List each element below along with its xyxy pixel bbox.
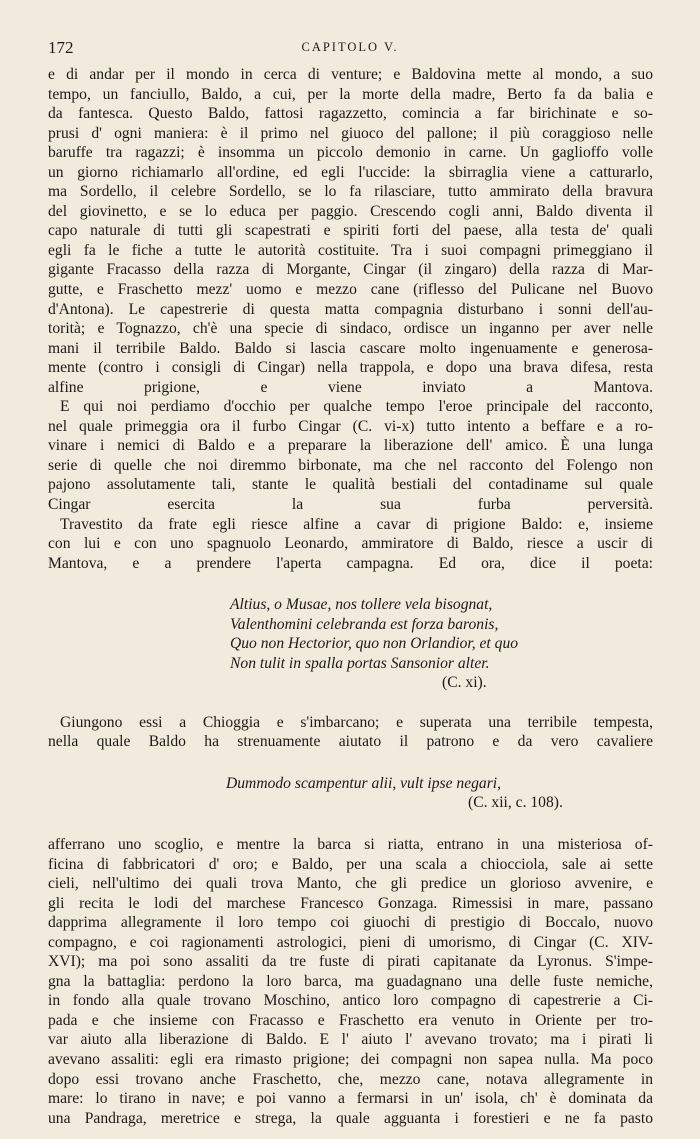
paragraph-2: E qui noi perdiamo d'occhio per qualche tempo l'eroe principale del racconto, nel quale primeggia ora il furbo Cingar (C. vi-x) tutto intento a beffare e a ro- vinare i nemici di Baldo e a preparare la liberazione dell' amico. È una lunga serie di quelle che noi diremmo birbonate, ma che nel racconto del Folengo non pajono assolutamente tali, stante le qualità bestiali del contadiname sul quale Cingar esercita la sua furba perversità. [48,398,653,514]
page-number: 172 [48,38,74,57]
paragraph-4: Giungono essi a Chioggia e s'imbarcano; e superata una terribile tempesta, nella quale Baldo ha strenuamente aiutato il patrono e da vero cavaliere [48,713,653,751]
verse-citation-1: (C. xi). [442,674,487,692]
verse-quote-2: Dummodo scampentur alii, vult ipse negari, [226,774,502,792]
verse-citation-2: (C. xii, c. 108). [468,794,563,812]
running-head: CAPITOLO V. [301,40,399,54]
verse-quote-1: Altius, o Musae, nos tollere vela bisognat, Valenthomini celebranda est forza baronis, Quo non Hectorior, quo non Orlandior, et quo Non tulit in spalla portas Sansonior alter. [230,596,519,672]
paragraph-3: Travestito da frate egli riesce alfine a cavar di prigione Baldo: e, insieme con lui e con uno spagnuolo Leonardo, ammiratore di Baldo, riesce a uscir di Mantova, e a prendere l'aperta campagna. Ed ora, dice il poeta: [48,515,653,572]
paragraph-1: e di andar per il mondo in cerca di venture; e Baldovina mette al mondo, a suo tempo, un fanciullo, Baldo, a cui, per la morte della madre, Berto fa da balia e da fantesca. Questo Baldo, fattosi ragazzetto, comincia a far birichinate e so- prusi d' ogni maniera: è il primo nel giuoco del pallone; il più coraggioso nelle baruffe tra ragazzi; è insomma un piccolo demonio in carne. Un gaglioffo volle un giorno richiamarlo all'ordine, ed egli l'uccide: la sbirraglia viene a catturarlo, ma Sordello, il celebre Sordello, se lo fa rilasciare, tutto ammirato della bravura del giovinetto, e se lo educa per paggio. Crescendo cogli anni, Baldo diventa il capo naturale di tutti gli scapestrati e spiriti forti del paese, alla testa de' quali egli fa le fiche a tutte le autorità costituite. Tra i suoi compagni primeggiano il gigante Fracasso della razza di Morgante, Cingar (il zingaro) della razza di Mar- gutte, e Fraschetto mezz' uomo e mezzo cane (riflesso del Pulicane nel Buovo d'Antona). Le capestrerie di questa matta compagnia disturbano i sonni dell'au- torità; e Tognazzo, ch'è una specie di sindaco, ordisce un inganno per aver nelle mani il terribile Baldo. Baldo si lascia cascare molto ingenuamente e generosa- mente (contro i consigli di Cingar) nella trappola, e dopo una brava difesa, resta alfine prigione, e viene inviato a Mantova. [48,66,653,396]
page-header [48,38,652,62]
page-body [48,65,653,1128]
paragraph-5: afferrano uno scoglio, e mentre la barca si riatta, entrano in una misteriosa of- ficina di fabbricatori d' oro; e Baldo, per una scala a chiocciola, sale ai sette cieli, nell'ultimo dei quali trova Manto, che gli predice un glorioso avvenire, e gli recita le lodi del marchese Francesco Gonzaga. Rimessisi in mare, passano dapprima allegramente il loro tempo coi giuochi di prestigio di Boccalo, nuovo compagno, e coi ragionamenti astrologici, pieni di umorismo, di Cingar (C. XIV- XVI); ma poi sono assaliti da tre fuste di pirati capitanate da Lyronus. S'impe- gna la battaglia: perdono la loro barca, ma guadagnano una delle fuste nemiche, in fondo alla quale trovano Moschino, antico loro compagno di capestrerie a Ci- pada e che insieme con Fracasso e Fraschetto era venuto in Oriente per tro- var aiuto alla liberazione di Baldo. E l' aiuto l' avevano trovato; ma i pirati li avevano assaliti: egli era rimasto prigione; dei compagni non sapea nulla. Ma poco dopo essi trovano anche Fraschetto, che, mezzo cane, notava allegramente in mare: lo tirano in nave; e poi vanno a fermarsi in un' isola, ch' è dominata da una Pandraga, meretrice e strega, la quale agguanta i forestieri e ne fa pasto [48,835,653,1127]
